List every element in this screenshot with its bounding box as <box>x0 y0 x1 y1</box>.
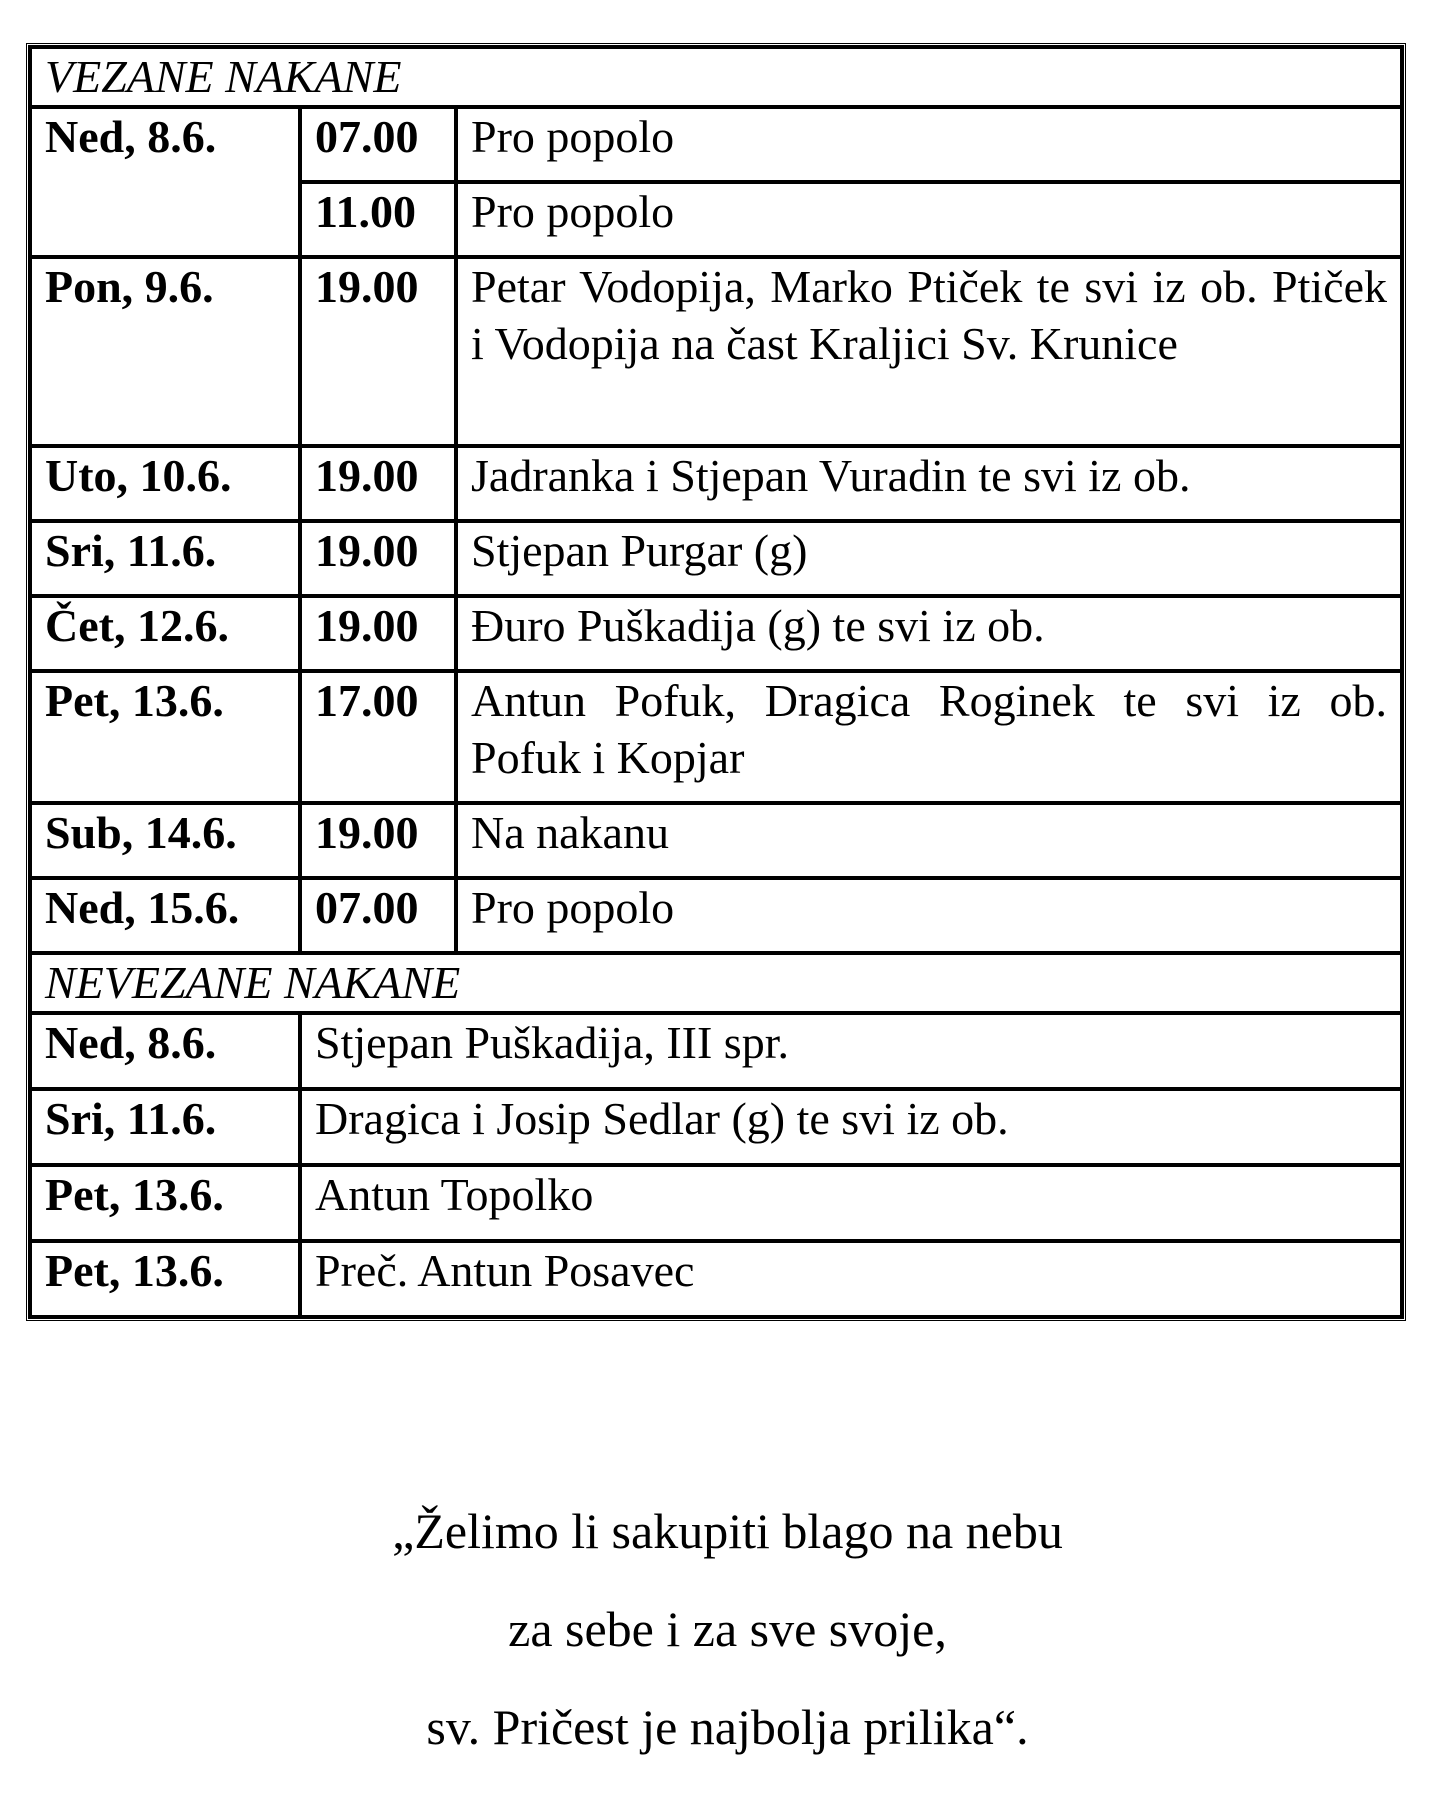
table-row <box>30 1013 1402 1089</box>
day-cell: Ned, 8.6. <box>30 107 300 257</box>
intent-cell: Stjepan Puškadija, III spr. <box>300 1013 1402 1089</box>
section-header-nevezane <box>30 953 1402 1013</box>
table-row <box>30 446 1402 521</box>
day-cell: Pet, 13.6. <box>30 671 300 803</box>
table-row <box>30 1089 1402 1165</box>
quote-line: za sebe i za sve svoje, <box>508 1601 947 1657</box>
intent-cell: Antun Topolko <box>300 1165 1402 1241</box>
time-cell: 19.00 <box>300 521 456 596</box>
intent-cell: Đuro Puškadija (g) te svi iz ob. <box>456 596 1402 671</box>
intent-cell: Preč. Antun Posavec <box>300 1241 1402 1317</box>
intent-cell: Dragica i Josip Sedlar (g) te svi iz ob. <box>300 1089 1402 1165</box>
table-row <box>30 107 1402 182</box>
closing-quote <box>0 1482 1455 1776</box>
time-cell: 07.00 <box>300 107 456 182</box>
section-header-vezane <box>30 47 1402 107</box>
time-cell: 19.00 <box>300 257 456 446</box>
table-row <box>30 1241 1402 1317</box>
day-cell: Ned, 15.6. <box>30 878 300 953</box>
table-row <box>30 521 1402 596</box>
intent-cell: Na nakanu <box>456 803 1402 878</box>
mass-intentions-table <box>29 46 1403 1318</box>
table-row <box>30 671 1402 803</box>
time-cell: 19.00 <box>300 446 456 521</box>
intent-cell: Jadranka i Stjepan Vuradin te svi iz ob. <box>456 446 1402 521</box>
day-cell: Sri, 11.6. <box>30 1089 300 1165</box>
table-row <box>30 596 1402 671</box>
intent-cell: Pro popolo <box>456 107 1402 182</box>
day-cell: Sri, 11.6. <box>30 521 300 596</box>
day-cell: Sub, 14.6. <box>30 803 300 878</box>
day-cell: Uto, 10.6. <box>30 446 300 521</box>
intent-cell: Pro popolo <box>456 878 1402 953</box>
time-cell: 17.00 <box>300 671 456 803</box>
time-cell: 19.00 <box>300 596 456 671</box>
day-cell: Pet, 13.6. <box>30 1241 300 1317</box>
table-row <box>30 257 1402 446</box>
time-cell: 07.00 <box>300 878 456 953</box>
table-row <box>30 878 1402 953</box>
section-title: NEVEZANE NAKANE <box>30 953 1402 1013</box>
day-cell: Pon, 9.6. <box>30 257 300 446</box>
table-row <box>30 803 1402 878</box>
table-row <box>30 1165 1402 1241</box>
intent-cell: Petar Vodopija, Marko Ptiček te svi iz ob. Ptiček i Vodopija na čast Kraljici Sv. Krunice <box>456 257 1402 446</box>
time-cell: 11.00 <box>300 182 456 257</box>
quote-line: sv. Pričest je najbolja prilika“. <box>426 1699 1029 1755</box>
day-cell: Ned, 8.6. <box>30 1013 300 1089</box>
intentions-page <box>29 46 1401 1318</box>
intent-cell: Stjepan Purgar (g) <box>456 521 1402 596</box>
time-cell: 19.00 <box>300 803 456 878</box>
day-cell: Čet, 12.6. <box>30 596 300 671</box>
intent-cell: Pro popolo <box>456 182 1402 257</box>
day-cell: Pet, 13.6. <box>30 1165 300 1241</box>
intent-cell: Antun Pofuk, Dragica Roginek te svi iz ob. Pofuk i Kopjar <box>456 671 1402 803</box>
quote-line: „Želimo li sakupiti blago na nebu <box>392 1503 1063 1559</box>
section-title: VEZANE NAKANE <box>30 47 1402 107</box>
